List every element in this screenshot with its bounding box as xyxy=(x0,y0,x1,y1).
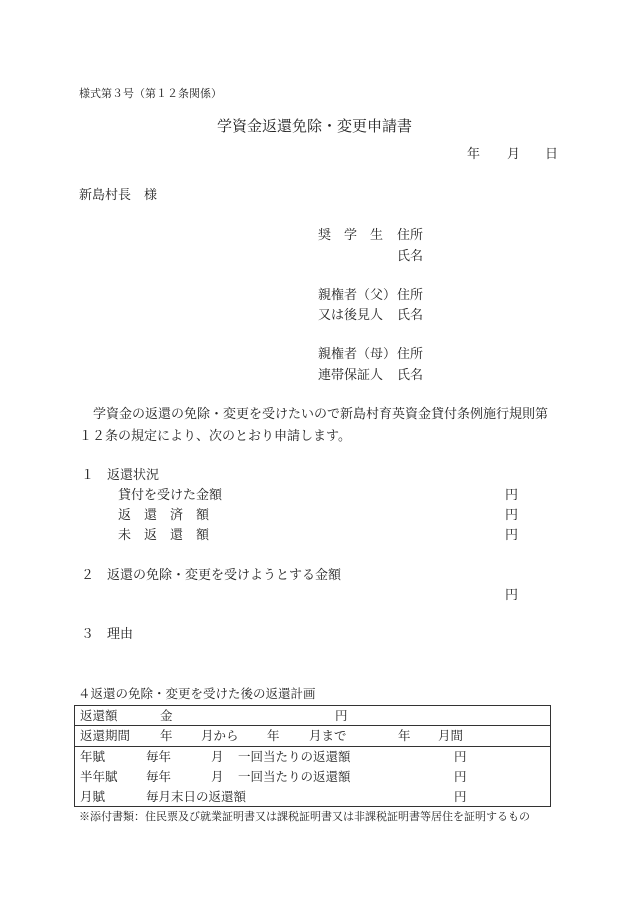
repayment-plan-table xyxy=(74,705,551,807)
per-payment-label: 一回当たりの返還額 xyxy=(238,769,351,784)
table-divider xyxy=(75,725,550,726)
address-label: 住所 xyxy=(397,347,424,362)
applicant-role-secondary: 又は後見人 xyxy=(318,308,384,323)
loan-amount-label: 貸付を受けた金額 xyxy=(118,488,223,503)
end-month-label: 月まで xyxy=(309,728,347,743)
row-label: 返還額 xyxy=(80,708,118,723)
row-label: 返還期間 xyxy=(80,728,131,743)
applicant-role: 奨 学 生 xyxy=(318,228,384,243)
yen-unit: 円 xyxy=(505,588,519,603)
repayment-plan-heading: ４返還の免除・変更を受けた後の返還計画 xyxy=(78,686,316,701)
attachment-footnote: ※添付書類：住民票及び就業証明書又は課税証明書又は非課税証明書等居住を証明するもの xyxy=(79,810,530,823)
yen-unit: 円 xyxy=(335,708,348,723)
each-year-label: 毎年 xyxy=(146,749,172,764)
unpaid-amount-label: 未 返 還 額 xyxy=(118,528,210,543)
addressee: 新島村長 様 xyxy=(79,188,158,203)
end-year-label: 年 xyxy=(267,728,280,743)
month-end-payment-label: 毎月末日の返還額 xyxy=(146,789,247,804)
applicant-role: 親権者（父） xyxy=(318,288,397,303)
table-divider xyxy=(75,746,550,747)
duration-year-label: 年 xyxy=(398,728,411,743)
name-label: 氏名 xyxy=(397,249,424,264)
section-heading: １ 返還状況 xyxy=(81,468,160,483)
each-year-label: 毎年 xyxy=(146,769,172,784)
name-label: 氏名 xyxy=(397,308,424,323)
amount-prefix: 金 xyxy=(160,708,173,723)
applicant-role: 親権者（母） xyxy=(318,347,397,362)
yen-unit: 円 xyxy=(454,769,467,784)
yen-unit: 円 xyxy=(505,488,519,503)
address-label: 住所 xyxy=(397,288,424,303)
row-label: 月賦 xyxy=(80,789,106,804)
start-month-label: 月から xyxy=(201,728,239,743)
yen-unit: 円 xyxy=(505,528,519,543)
applicant-role-secondary: 連帯保証人 xyxy=(318,368,384,383)
section-heading: ２ 返還の免除・変更を受けようとする金額 xyxy=(81,568,342,583)
name-label: 氏名 xyxy=(397,368,424,383)
page-title: 学資金返還免除・変更申請書 xyxy=(217,117,413,135)
yen-unit: 円 xyxy=(454,749,467,764)
section-reason-heading: ３ 理由 xyxy=(81,627,134,642)
date-month-label: 月 xyxy=(507,147,521,162)
form-number: 様式第３号（第１２条関係） xyxy=(79,87,222,100)
row-label: 半年賦 xyxy=(80,769,118,784)
body-text-line-1: 学資金の返還の免除・変更を受けたいので新島村育英資金貸付条例施行規則第 xyxy=(93,407,549,422)
date-year-label: 年 xyxy=(467,147,481,162)
repaid-amount-label: 返 還 済 額 xyxy=(118,508,210,523)
body-text-line-2: １２条の規定により、次のとおり申請します。 xyxy=(79,429,351,444)
month-label: 月 xyxy=(211,749,224,764)
month-label: 月 xyxy=(211,769,224,784)
yen-unit: 円 xyxy=(454,789,467,804)
duration-months-label: 月間 xyxy=(438,728,464,743)
date-day-label: 日 xyxy=(545,147,559,162)
yen-unit: 円 xyxy=(505,508,519,523)
per-payment-label: 一回当たりの返還額 xyxy=(238,749,351,764)
address-label: 住所 xyxy=(397,228,424,243)
start-year-label: 年 xyxy=(160,728,173,743)
row-label: 年賦 xyxy=(80,749,106,764)
